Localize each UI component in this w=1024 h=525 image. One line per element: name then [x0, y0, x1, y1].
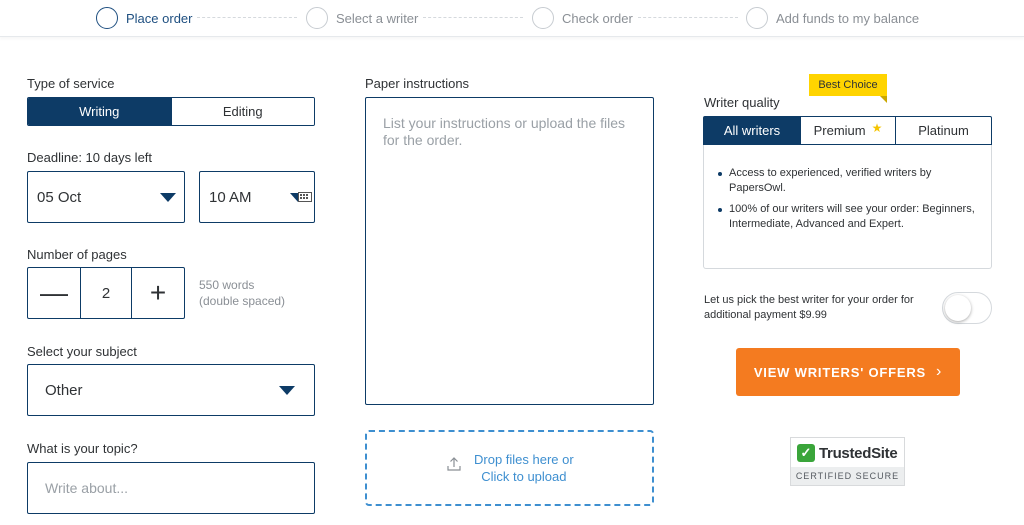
- deadline-time-value: 10 AM: [209, 188, 252, 206]
- badge-tail: [880, 96, 887, 103]
- dropzone-line-1: Drop files here or: [474, 452, 574, 467]
- writer-quality-tabs: [703, 116, 992, 145]
- service-type-label: Type of service: [27, 76, 115, 91]
- tab-premium-label: Premium: [813, 123, 866, 138]
- trustedsite-badge[interactable]: [790, 437, 905, 486]
- quality-bullet: Access to experienced, verified writers by PapersOwl.: [718, 166, 979, 196]
- step-add-funds: [746, 6, 919, 30]
- chevron-right-icon: ›: [936, 363, 943, 380]
- step-circle-icon: [96, 7, 118, 29]
- pages-value[interactable]: 2: [80, 268, 132, 318]
- deadline-time-select[interactable]: [199, 171, 315, 223]
- deadline-label: Deadline: 10 days left: [27, 150, 153, 165]
- pick-writer-text: Let us pick the best writer for your order for additional payment $9.99: [704, 294, 914, 321]
- topic-label: What is your topic?: [27, 441, 138, 456]
- toggle-knob: [945, 295, 971, 321]
- step-label: Add funds to my balance: [776, 10, 920, 26]
- chevron-down-icon: [279, 386, 295, 395]
- pages-label: Number of pages: [27, 247, 127, 262]
- pick-writer-toggle[interactable]: [942, 292, 992, 324]
- deadline-date-value: 05 Oct: [37, 188, 82, 206]
- step-circle-icon: [306, 7, 328, 29]
- order-progress-bar: [0, 0, 1024, 37]
- topic-input[interactable]: Write about...: [27, 462, 315, 514]
- step-connector: [197, 17, 297, 18]
- step-connector: [638, 17, 738, 18]
- deadline-date-select[interactable]: [27, 171, 185, 223]
- step-label: Select a writer: [336, 10, 419, 26]
- chevron-down-icon: [160, 193, 176, 202]
- step-circle-icon: [746, 7, 768, 29]
- check-icon: ✓: [797, 444, 815, 462]
- word-count: 550 words: [199, 278, 255, 292]
- step-circle-icon: [532, 7, 554, 29]
- service-editing-option[interactable]: Editing: [171, 98, 315, 125]
- pages-stepper: [27, 267, 185, 319]
- increment-button[interactable]: +: [149, 277, 167, 308]
- tab-premium[interactable]: [800, 117, 895, 144]
- step-select-writer: [306, 6, 418, 30]
- step-check-order: [532, 6, 633, 30]
- step-connector: [423, 17, 523, 18]
- dropzone-text: [474, 451, 574, 485]
- trustedsite-caption: CERTIFIED SECURE: [791, 467, 904, 485]
- view-writers-offers-button[interactable]: [736, 348, 960, 396]
- best-choice-badge: Best Choice: [809, 74, 887, 96]
- instructions-label: Paper instructions: [365, 76, 470, 91]
- writer-quality-details: [703, 145, 992, 269]
- keyboard-icon: [298, 192, 312, 202]
- trustedsite-header: [791, 438, 904, 468]
- tab-all-writers[interactable]: All writers: [704, 117, 800, 144]
- word-count-hint: [199, 277, 285, 309]
- dropzone-line-2: Click to upload: [481, 469, 567, 484]
- writer-quality-label: Writer quality: [704, 95, 780, 110]
- decrement-button[interactable]: —: [40, 277, 68, 308]
- quality-bullet: 100% of our writers will see your order: Beginners, Intermediate, Advanced and Expert.: [718, 202, 979, 232]
- tab-platinum[interactable]: Platinum: [895, 117, 991, 144]
- service-type-toggle: [27, 97, 315, 126]
- spacing-note: (double spaced): [199, 294, 286, 308]
- subject-label: Select your subject: [27, 344, 137, 359]
- cta-label: VIEW WRITERS' OFFERS: [753, 364, 927, 380]
- subject-value: Other: [45, 381, 83, 399]
- trustedsite-brand: TrustedSite: [819, 444, 898, 462]
- star-icon: ★: [871, 120, 883, 135]
- upload-icon: [447, 456, 461, 472]
- step-label: Check order: [562, 10, 633, 26]
- subject-select[interactable]: [27, 364, 315, 416]
- instructions-textarea[interactable]: List your instructions or upload the files for the order.: [365, 97, 654, 405]
- service-writing-option[interactable]: Writing: [28, 98, 171, 125]
- step-label: Place order: [126, 10, 193, 26]
- file-upload-dropzone[interactable]: [365, 430, 654, 506]
- step-place-order: [96, 6, 192, 30]
